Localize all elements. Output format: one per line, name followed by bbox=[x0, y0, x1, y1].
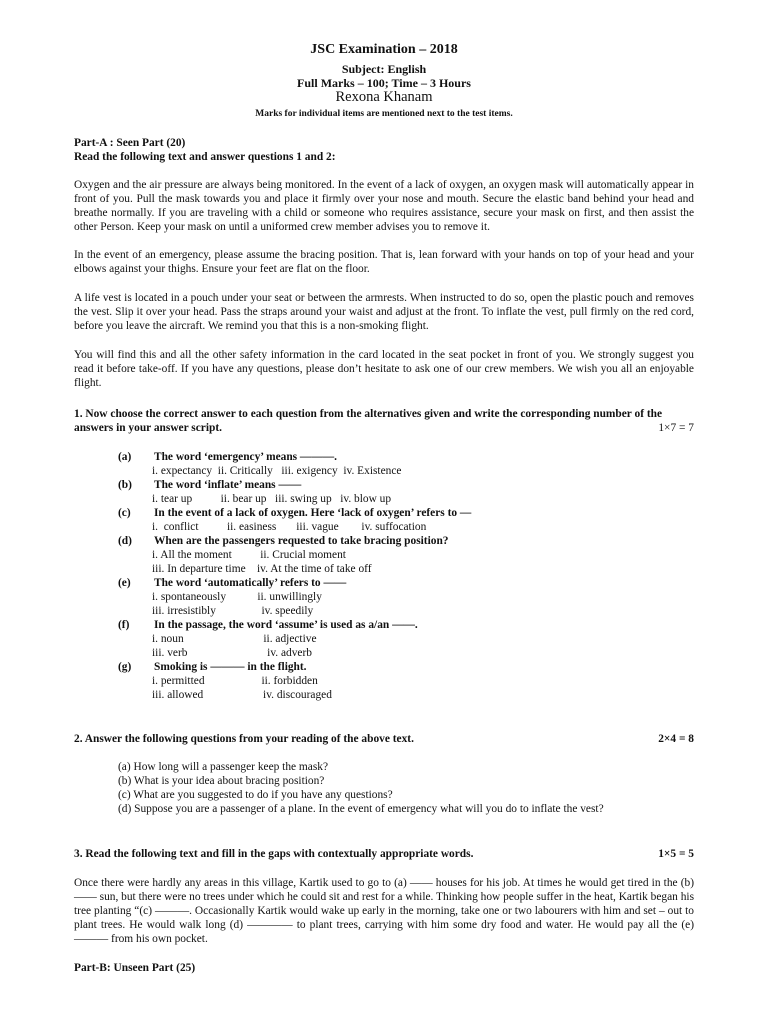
passage-paragraph-1: Oxygen and the air pressure are always being monitored. In the event of a lack of oxygen, an oxygen mask will automatically appear in front of you. Pull the mask towards you and place it firmly over your nose and mouth. Secure the elastic band behind your head and breathe normally. If you are traveling with a child or someone who requires assistance, secure your mask on first, and then assist the other Person. Keep your mask on until a uniformed crew member advises you to remove it. bbox=[74, 179, 694, 233]
q3-heading bbox=[74, 847, 694, 861]
item-label: (d) bbox=[118, 535, 132, 547]
item-options: i. All the moment ii. Crucial moment bbox=[152, 549, 346, 561]
item-options: i. spontaneously ii. unwillingly bbox=[152, 591, 322, 603]
passage-paragraph-3: A life vest is located in a pouch under your seat or between the armrests. When instructed to do so, open the plastic pouch and removes the vest. Slip it over your head. Pass the straps around your waist and adjust at the front. To inflate the vest, pull firmly on the red cord, before you leave the aircraft. We remind you that this is a non-smoking flight. bbox=[74, 292, 694, 332]
q1-heading-text: answers in your answer script. bbox=[74, 422, 222, 434]
q2-item-c: (c) What are you suggested to do if you have any questions? bbox=[118, 789, 393, 801]
item-stem: The word ‘inflate’ means —— bbox=[154, 479, 302, 491]
item-stem: The word ‘automatically’ refers to —— bbox=[154, 577, 347, 589]
author-name: Rexona Khanam bbox=[335, 89, 433, 105]
part-a-instruction: Read the following text and answer questions 1 and 2: bbox=[74, 151, 336, 163]
item-label: (b) bbox=[118, 479, 132, 491]
item-stem: In the passage, the word ‘assume’ is used as a/an ——. bbox=[154, 619, 418, 631]
item-options: i. tear up ii. bear up iii. swing up iv. blow up bbox=[152, 493, 392, 505]
item-label: (e) bbox=[118, 577, 131, 589]
q2-item-a: (a) How long will a passenger keep the mask? bbox=[118, 761, 329, 773]
item-options: i. permitted ii. forbidden bbox=[152, 675, 318, 687]
q3-heading-text: 3. Read the following text and fill in the gaps with contextually appropriate words. bbox=[74, 848, 474, 860]
item-label: (c) bbox=[118, 507, 131, 519]
item-options: i. expectancy ii. Critically iii. exigency iv. Existence bbox=[152, 465, 402, 477]
part-a-title: Part-A : Seen Part (20) bbox=[74, 137, 186, 149]
q2-heading-text: 2. Answer the following questions from your reading of the above text. bbox=[74, 733, 414, 745]
marks-time-line: Full Marks – 100; Time – 3 Hours bbox=[297, 76, 471, 90]
passage-paragraph-4: You will find this and all the other safety information in the card located in the seat pocket in front of you. We strongly suggest you read it before take-off. If you have any questions, please don’t hesitate to ask one of our crew members. We wish you all an enjoyable flight. bbox=[74, 349, 694, 389]
q3-marks: 1×5 = 5 bbox=[658, 848, 694, 860]
q1-marks: 1×7 = 7 bbox=[658, 422, 694, 434]
item-options: iii. allowed iv. discouraged bbox=[152, 689, 332, 701]
q2-heading bbox=[74, 732, 694, 746]
item-options: iii. irresistibly iv. speedily bbox=[152, 605, 314, 617]
marks-note: Marks for individual items are mentioned next to the test items. bbox=[255, 109, 513, 119]
item-options: iii. In departure time iv. At the time of take off bbox=[152, 563, 372, 575]
q1-heading-line1: 1. Now choose the correct answer to each question from the alternatives given and write the corresponding number of the bbox=[74, 408, 663, 420]
item-options: i. conflict ii. easiness iii. vague iv. suffocation bbox=[152, 521, 427, 533]
item-stem: Smoking is ——— in the flight. bbox=[154, 661, 307, 673]
q2-marks: 2×4 = 8 bbox=[658, 733, 694, 745]
q2-item-b: (b) What is your idea about bracing position? bbox=[118, 775, 325, 787]
passage-paragraph-2: In the event of an emergency, please assume the bracing position. That is, lean forward with your hands on top of your head and your elbows against your thighs. Ensure your feet are flat on the floor. bbox=[74, 249, 694, 275]
q1-heading-line2 bbox=[74, 421, 694, 435]
q2-item-d: (d) Suppose you are a passenger of a plane. In the event of emergency what will you do to inflate the vest? bbox=[118, 803, 604, 815]
item-options: i. noun ii. adjective bbox=[152, 633, 317, 645]
exam-title: JSC Examination – 2018 bbox=[310, 42, 458, 57]
item-options: iii. verb iv. adverb bbox=[152, 647, 312, 659]
item-stem: In the event of a lack of oxygen. Here ‘lack of oxygen’ refers to — bbox=[154, 507, 472, 519]
item-stem: The word ‘emergency’ means ———. bbox=[154, 451, 337, 463]
part-b-title: Part-B: Unseen Part (25) bbox=[74, 962, 196, 974]
item-label: (f) bbox=[118, 619, 130, 631]
item-label: (g) bbox=[118, 661, 132, 673]
q3-gap-text: Once there were hardly any areas in this village, Kartik used to go to (a) —— houses for his job. At times he would get tired in the (b) —— sun, but there were no trees under which he could sit and rest for a while. Thinking how people suffer in the heat, Kartik began his tree planting “(c) ———. Occasionally Kartik would wake up early in the morning, take one or two labourers with him and set – out to plant trees. He would walk long (d) ———— to plant trees, carrying with him some dry food and water. He would pay all the (e) ——— from his own pocket. bbox=[74, 877, 694, 945]
item-stem: When are the passengers requested to take bracing position? bbox=[154, 535, 449, 547]
item-label: (a) bbox=[118, 451, 132, 463]
subject-line: Subject: English bbox=[341, 62, 427, 76]
